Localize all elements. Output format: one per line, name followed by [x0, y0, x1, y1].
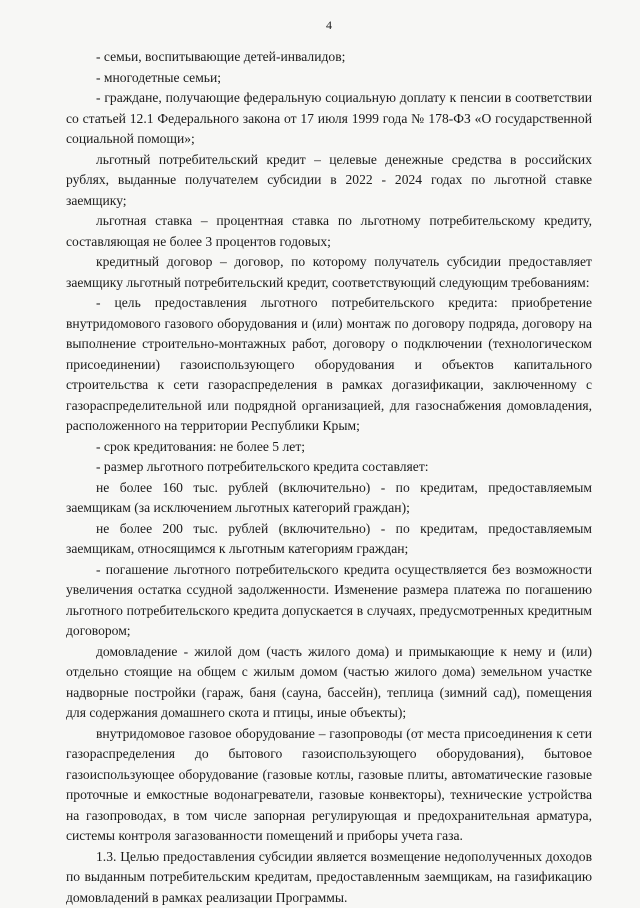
- paragraph-household: домовладение - жилой дом (часть жилого дома) и примыкающие к нему и (или) отдельно стоящие на общем с жилым домом (частью жилого дома) земельном участке надворные постройки (гараж, баня (сауна, бассейн), теплица (зимний сад), помещения для содержания домашнего скота и птицы, иные объекты);: [66, 642, 592, 724]
- document-body: [66, 47, 592, 908]
- paragraph-preferential-rate: льготная ставка – процентная ставка по льготному потребительскому кредиту, составляющая не более 3 процентов годовых;: [66, 211, 592, 252]
- paragraph-repayment: - погашение льготного потребительского кредита осуществляется без возможности увеличения остатка ссудной задолженности. Изменение размера платежа по погашению льготного потребительского кредита допускается в случаях, предусмотренных кредитным договором;: [66, 560, 592, 642]
- paragraph-credit-agreement: кредитный договор – договор, по которому получатель субсидии предоставляет заемщику льготный потребительский кредит, соответствующий следующим требованиям:: [66, 252, 592, 293]
- paragraph-credit-amount: - размер льготного потребительского кредита составляет:: [66, 457, 592, 478]
- paragraph-amount-160: не более 160 тыс. рублей (включительно) - по кредитам, предоставляемым заемщикам (за исключением льготных категорий граждан);: [66, 478, 592, 519]
- paragraph-gas-equipment: внутридомовое газовое оборудование – газопроводы (от места присоединения к сети газораспределения до бытового газоиспользующего оборудования), бытовое газоиспользующее оборудование (газовые котлы, газовые плиты, автоматические газовые проточные и емкостные водонагреватели, газовые конвекторы), технические устройства на газопроводах, в том числе запорная регулирующая и предохранительная арматура, системы контроля загазованности помещений и приборы учета газа.: [66, 724, 592, 847]
- paragraph-credit-purpose: - цель предоставления льготного потребительского кредита: приобретение внутридомового газового оборудования и (или) монтаж по договору подряда, договору на выполнение строительно-монтажных работ, договору о подключении (технологическом присоединении) газоиспользующего оборудования и объектов капитального строительства к сети газораспределения в рамках догазификации, заключенному с газораспределительной или подрядной организацией, для газоснабжения домовладения, расположенного на территории Республики Крым;: [66, 293, 592, 437]
- paragraph-credit-term: - срок кредитования: не более 5 лет;: [66, 437, 592, 458]
- paragraph-amount-200: не более 200 тыс. рублей (включительно) - по кредитам, предоставляемым заемщикам, относящимся к льготным категориям граждан;: [66, 519, 592, 560]
- paragraph-large-families: - многодетные семьи;: [66, 68, 592, 89]
- paragraph-pension-supplement: - граждане, получающие федеральную социальную доплату к пенсии в соответствии со статьей 12.1 Федерального закона от 17 июля 1999 года № 178-ФЗ «О государственной социальной помощи»;: [66, 88, 592, 150]
- paragraph-subsidy-purpose: 1.3. Целью предоставления субсидии является возмещение недополученных доходов по выданным потребительским кредитам, предоставленным заемщикам, на газификацию домовладений в рамках реализации Программы.: [66, 847, 592, 908]
- paragraph-disabled-children: - семьи, воспитывающие детей-инвалидов;: [66, 47, 592, 68]
- page-number: 4: [66, 18, 592, 33]
- paragraph-preferential-credit: льготный потребительский кредит – целевые денежные средства в российских рублях, выданные получателем субсидии в 2022 - 2024 годах по льготной ставке заемщику;: [66, 150, 592, 212]
